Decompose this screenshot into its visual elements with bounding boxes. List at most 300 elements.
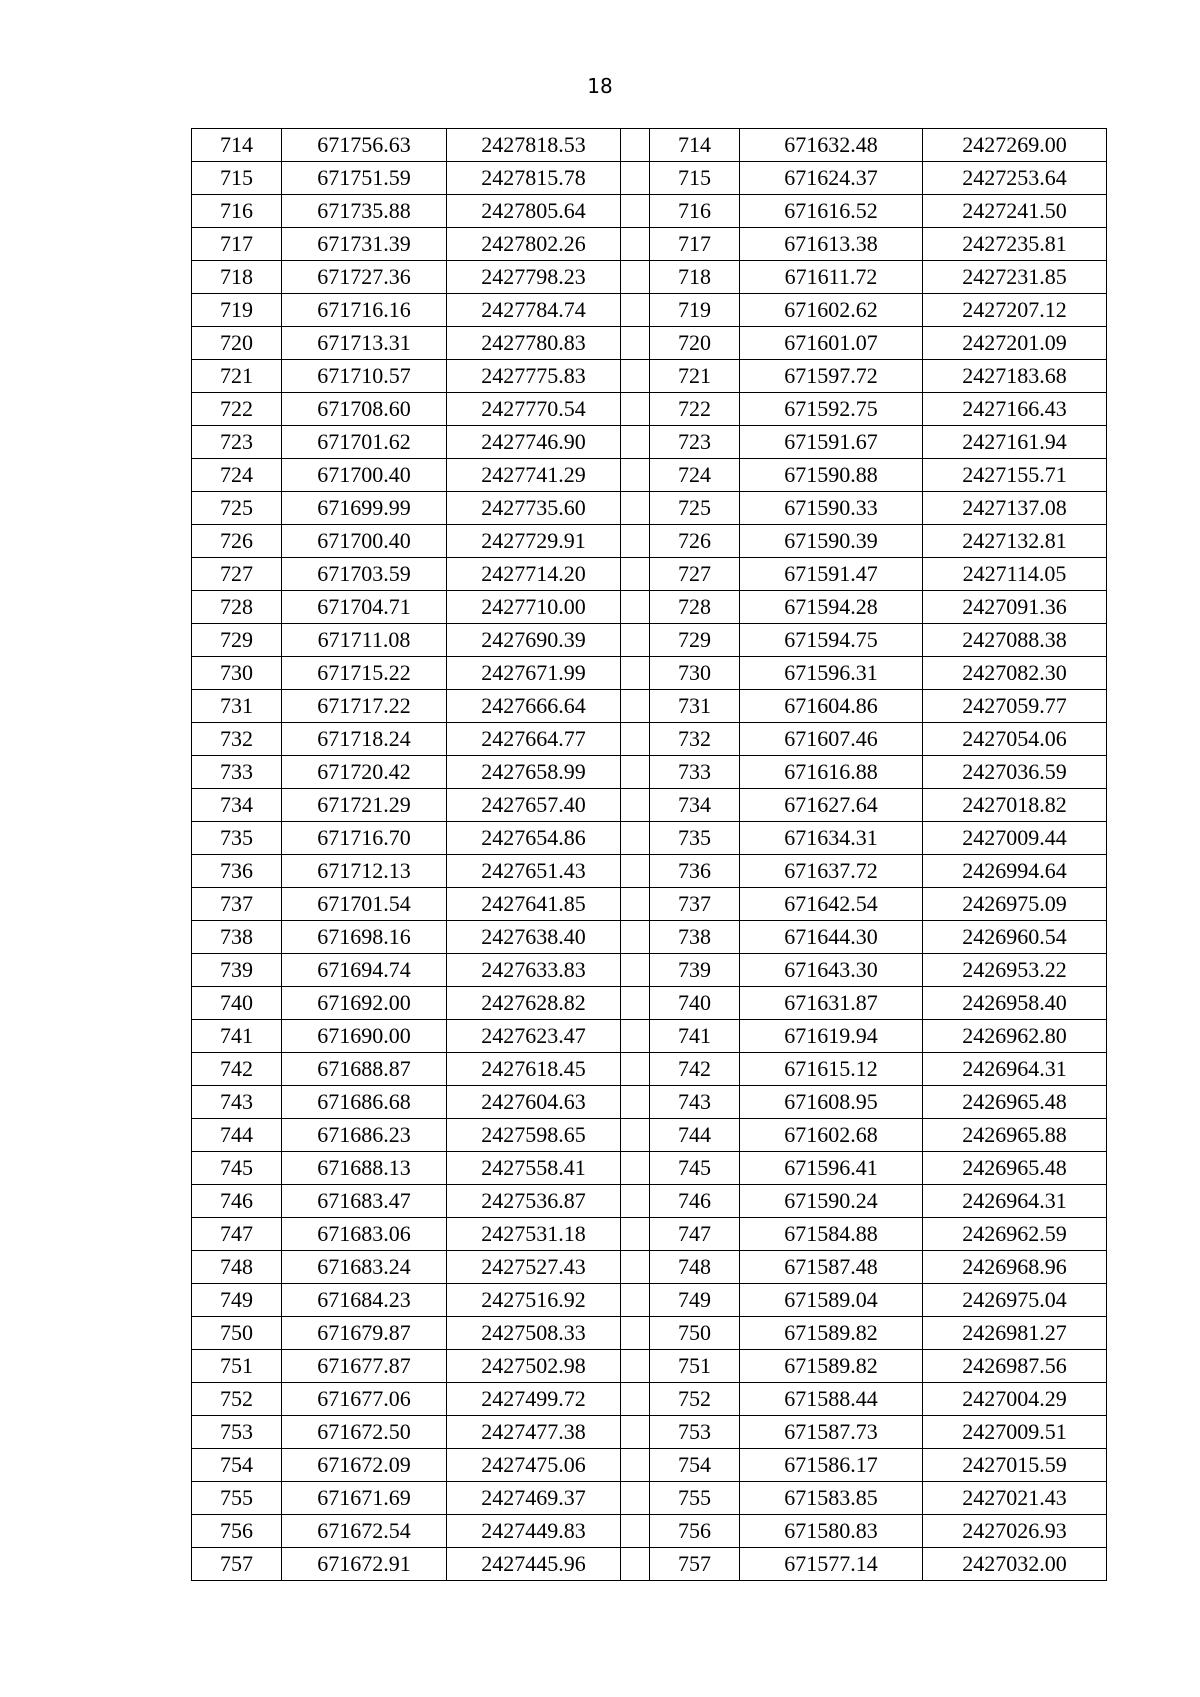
right-x-coordinate: 671643.30	[740, 954, 923, 987]
table-row	[192, 1086, 1107, 1119]
right-x-coordinate: 671590.39	[740, 525, 923, 558]
right-point-number: 741	[650, 1020, 740, 1053]
left-x-coordinate: 671718.24	[282, 723, 447, 756]
left-point-number: 742	[192, 1053, 282, 1086]
right-x-coordinate: 671591.67	[740, 426, 923, 459]
left-point-number: 714	[192, 129, 282, 162]
right-y-coordinate: 2427082.30	[923, 657, 1107, 690]
left-y-coordinate: 2427654.86	[447, 822, 621, 855]
table-row	[192, 1020, 1107, 1053]
right-x-coordinate: 671627.64	[740, 789, 923, 822]
right-point-number: 740	[650, 987, 740, 1020]
spacer-cell	[621, 1251, 650, 1284]
left-x-coordinate: 671700.40	[282, 459, 447, 492]
right-x-coordinate: 671611.72	[740, 261, 923, 294]
table-row	[192, 327, 1107, 360]
left-x-coordinate: 671686.23	[282, 1119, 447, 1152]
left-point-number: 755	[192, 1482, 282, 1515]
left-point-number: 748	[192, 1251, 282, 1284]
right-y-coordinate: 2426981.27	[923, 1317, 1107, 1350]
left-y-coordinate: 2427536.87	[447, 1185, 621, 1218]
right-x-coordinate: 671631.87	[740, 987, 923, 1020]
right-y-coordinate: 2427132.81	[923, 525, 1107, 558]
left-y-coordinate: 2427714.20	[447, 558, 621, 591]
right-point-number: 738	[650, 921, 740, 954]
left-x-coordinate: 671713.31	[282, 327, 447, 360]
left-y-coordinate: 2427802.26	[447, 228, 621, 261]
left-x-coordinate: 671677.87	[282, 1350, 447, 1383]
left-y-coordinate: 2427558.41	[447, 1152, 621, 1185]
left-point-number: 721	[192, 360, 282, 393]
left-y-coordinate: 2427658.99	[447, 756, 621, 789]
spacer-cell	[621, 1284, 650, 1317]
left-y-coordinate: 2427623.47	[447, 1020, 621, 1053]
spacer-cell	[621, 525, 650, 558]
right-x-coordinate: 671619.94	[740, 1020, 923, 1053]
left-point-number: 752	[192, 1383, 282, 1416]
spacer-cell	[621, 822, 650, 855]
left-x-coordinate: 671716.16	[282, 294, 447, 327]
table-row	[192, 492, 1107, 525]
right-x-coordinate: 671590.88	[740, 459, 923, 492]
right-y-coordinate: 2426964.31	[923, 1053, 1107, 1086]
right-x-coordinate: 671637.72	[740, 855, 923, 888]
spacer-cell	[621, 558, 650, 591]
table-row	[192, 1350, 1107, 1383]
left-x-coordinate: 671686.68	[282, 1086, 447, 1119]
right-y-coordinate: 2427088.38	[923, 624, 1107, 657]
left-y-coordinate: 2427638.40	[447, 921, 621, 954]
spacer-cell	[621, 1086, 650, 1119]
spacer-cell	[621, 162, 650, 195]
left-y-coordinate: 2427657.40	[447, 789, 621, 822]
right-point-number: 757	[650, 1548, 740, 1581]
right-point-number: 754	[650, 1449, 740, 1482]
left-y-coordinate: 2427633.83	[447, 954, 621, 987]
right-y-coordinate: 2427155.71	[923, 459, 1107, 492]
right-x-coordinate: 671644.30	[740, 921, 923, 954]
left-y-coordinate: 2427690.39	[447, 624, 621, 657]
left-x-coordinate: 671683.24	[282, 1251, 447, 1284]
spacer-cell	[621, 1119, 650, 1152]
left-y-coordinate: 2427784.74	[447, 294, 621, 327]
left-point-number: 733	[192, 756, 282, 789]
left-point-number: 730	[192, 657, 282, 690]
right-point-number: 739	[650, 954, 740, 987]
left-point-number: 747	[192, 1218, 282, 1251]
right-point-number: 714	[650, 129, 740, 162]
left-x-coordinate: 671721.29	[282, 789, 447, 822]
table-row	[192, 888, 1107, 921]
right-y-coordinate: 2427054.06	[923, 723, 1107, 756]
page-number: 18	[587, 74, 613, 98]
left-y-coordinate: 2427618.45	[447, 1053, 621, 1086]
right-x-coordinate: 671584.88	[740, 1218, 923, 1251]
right-point-number: 721	[650, 360, 740, 393]
left-x-coordinate: 671727.36	[282, 261, 447, 294]
left-x-coordinate: 671703.59	[282, 558, 447, 591]
right-x-coordinate: 671596.31	[740, 657, 923, 690]
right-x-coordinate: 671594.75	[740, 624, 923, 657]
table-row	[192, 756, 1107, 789]
right-x-coordinate: 671591.47	[740, 558, 923, 591]
table-row	[192, 426, 1107, 459]
left-y-coordinate: 2427641.85	[447, 888, 621, 921]
left-y-coordinate: 2427741.29	[447, 459, 621, 492]
right-point-number: 731	[650, 690, 740, 723]
right-x-coordinate: 671589.82	[740, 1350, 923, 1383]
right-x-coordinate: 671616.88	[740, 756, 923, 789]
right-point-number: 752	[650, 1383, 740, 1416]
left-y-coordinate: 2427475.06	[447, 1449, 621, 1482]
spacer-cell	[621, 1416, 650, 1449]
right-y-coordinate: 2427241.50	[923, 195, 1107, 228]
right-x-coordinate: 671634.31	[740, 822, 923, 855]
table-row	[192, 921, 1107, 954]
spacer-cell	[621, 228, 650, 261]
left-x-coordinate: 671701.54	[282, 888, 447, 921]
spacer-cell	[621, 1053, 650, 1086]
left-y-coordinate: 2427775.83	[447, 360, 621, 393]
left-point-number: 743	[192, 1086, 282, 1119]
left-point-number: 725	[192, 492, 282, 525]
right-x-coordinate: 671597.72	[740, 360, 923, 393]
table-row	[192, 1482, 1107, 1515]
left-x-coordinate: 671690.00	[282, 1020, 447, 1053]
right-y-coordinate: 2427235.81	[923, 228, 1107, 261]
right-point-number: 747	[650, 1218, 740, 1251]
left-x-coordinate: 671688.13	[282, 1152, 447, 1185]
right-y-coordinate: 2427269.00	[923, 129, 1107, 162]
left-x-coordinate: 671698.16	[282, 921, 447, 954]
left-x-coordinate: 671717.22	[282, 690, 447, 723]
left-x-coordinate: 671672.54	[282, 1515, 447, 1548]
right-y-coordinate: 2426975.04	[923, 1284, 1107, 1317]
spacer-cell	[621, 327, 650, 360]
spacer-cell	[621, 723, 650, 756]
spacer-cell	[621, 657, 650, 690]
spacer-cell	[621, 756, 650, 789]
left-point-number: 738	[192, 921, 282, 954]
right-point-number: 717	[650, 228, 740, 261]
right-x-coordinate: 671590.33	[740, 492, 923, 525]
left-y-coordinate: 2427508.33	[447, 1317, 621, 1350]
table-row	[192, 855, 1107, 888]
spacer-cell	[621, 954, 650, 987]
left-point-number: 746	[192, 1185, 282, 1218]
right-point-number: 725	[650, 492, 740, 525]
right-x-coordinate: 671594.28	[740, 591, 923, 624]
right-x-coordinate: 671577.14	[740, 1548, 923, 1581]
table-row	[192, 690, 1107, 723]
right-x-coordinate: 671596.41	[740, 1152, 923, 1185]
table-row	[192, 1317, 1107, 1350]
right-y-coordinate: 2427201.09	[923, 327, 1107, 360]
table-row	[192, 1383, 1107, 1416]
right-x-coordinate: 671580.83	[740, 1515, 923, 1548]
spacer-cell	[621, 393, 650, 426]
left-x-coordinate: 671683.06	[282, 1218, 447, 1251]
left-point-number: 753	[192, 1416, 282, 1449]
left-point-number: 716	[192, 195, 282, 228]
left-x-coordinate: 671671.69	[282, 1482, 447, 1515]
coordinate-table-body	[192, 129, 1107, 1581]
left-point-number: 737	[192, 888, 282, 921]
table-row	[192, 558, 1107, 591]
table-row	[192, 1152, 1107, 1185]
table-row	[192, 1515, 1107, 1548]
right-y-coordinate: 2426994.64	[923, 855, 1107, 888]
right-x-coordinate: 671583.85	[740, 1482, 923, 1515]
right-y-coordinate: 2427253.64	[923, 162, 1107, 195]
spacer-cell	[621, 1482, 650, 1515]
left-y-coordinate: 2427469.37	[447, 1482, 621, 1515]
spacer-cell	[621, 492, 650, 525]
right-x-coordinate: 671604.86	[740, 690, 923, 723]
left-x-coordinate: 671699.99	[282, 492, 447, 525]
left-point-number: 715	[192, 162, 282, 195]
table-row	[192, 789, 1107, 822]
left-x-coordinate: 671756.63	[282, 129, 447, 162]
right-y-coordinate: 2426960.54	[923, 921, 1107, 954]
left-y-coordinate: 2427770.54	[447, 393, 621, 426]
right-point-number: 728	[650, 591, 740, 624]
spacer-cell	[621, 921, 650, 954]
spacer-cell	[621, 591, 650, 624]
left-y-coordinate: 2427798.23	[447, 261, 621, 294]
right-y-coordinate: 2426958.40	[923, 987, 1107, 1020]
left-y-coordinate: 2427671.99	[447, 657, 621, 690]
left-point-number: 724	[192, 459, 282, 492]
right-point-number: 750	[650, 1317, 740, 1350]
left-point-number: 741	[192, 1020, 282, 1053]
spacer-cell	[621, 1152, 650, 1185]
right-point-number: 729	[650, 624, 740, 657]
right-point-number: 751	[650, 1350, 740, 1383]
left-x-coordinate: 671684.23	[282, 1284, 447, 1317]
left-x-coordinate: 671672.91	[282, 1548, 447, 1581]
right-y-coordinate: 2426953.22	[923, 954, 1107, 987]
right-y-coordinate: 2426968.96	[923, 1251, 1107, 1284]
left-x-coordinate: 671683.47	[282, 1185, 447, 1218]
left-y-coordinate: 2427815.78	[447, 162, 621, 195]
left-y-coordinate: 2427805.64	[447, 195, 621, 228]
left-y-coordinate: 2427604.63	[447, 1086, 621, 1119]
spacer-cell	[621, 1515, 650, 1548]
right-y-coordinate: 2427231.85	[923, 261, 1107, 294]
right-y-coordinate: 2426965.48	[923, 1152, 1107, 1185]
spacer-cell	[621, 129, 650, 162]
table-row	[192, 294, 1107, 327]
spacer-cell	[621, 1185, 650, 1218]
left-y-coordinate: 2427664.77	[447, 723, 621, 756]
spacer-cell	[621, 987, 650, 1020]
table-row	[192, 1284, 1107, 1317]
left-point-number: 728	[192, 591, 282, 624]
left-y-coordinate: 2427729.91	[447, 525, 621, 558]
right-y-coordinate: 2427161.94	[923, 426, 1107, 459]
spacer-cell	[621, 1218, 650, 1251]
right-x-coordinate: 671602.62	[740, 294, 923, 327]
left-point-number: 754	[192, 1449, 282, 1482]
left-x-coordinate: 671720.42	[282, 756, 447, 789]
right-point-number: 749	[650, 1284, 740, 1317]
table-row	[192, 987, 1107, 1020]
right-point-number: 743	[650, 1086, 740, 1119]
left-point-number: 736	[192, 855, 282, 888]
left-x-coordinate: 671688.87	[282, 1053, 447, 1086]
spacer-cell	[621, 360, 650, 393]
left-x-coordinate: 671711.08	[282, 624, 447, 657]
spacer-cell	[621, 888, 650, 921]
table-row	[192, 624, 1107, 657]
left-x-coordinate: 671751.59	[282, 162, 447, 195]
right-point-number: 722	[650, 393, 740, 426]
spacer-cell	[621, 1383, 650, 1416]
left-x-coordinate: 671679.87	[282, 1317, 447, 1350]
left-y-coordinate: 2427598.65	[447, 1119, 621, 1152]
left-point-number: 726	[192, 525, 282, 558]
right-x-coordinate: 671589.04	[740, 1284, 923, 1317]
spacer-cell	[621, 690, 650, 723]
left-y-coordinate: 2427516.92	[447, 1284, 621, 1317]
left-x-coordinate: 671735.88	[282, 195, 447, 228]
left-y-coordinate: 2427651.43	[447, 855, 621, 888]
right-y-coordinate: 2426965.88	[923, 1119, 1107, 1152]
left-x-coordinate: 671704.71	[282, 591, 447, 624]
right-point-number: 746	[650, 1185, 740, 1218]
right-x-coordinate: 671587.48	[740, 1251, 923, 1284]
right-point-number: 735	[650, 822, 740, 855]
left-y-coordinate: 2427710.00	[447, 591, 621, 624]
right-x-coordinate: 671589.82	[740, 1317, 923, 1350]
right-y-coordinate: 2426987.56	[923, 1350, 1107, 1383]
left-x-coordinate: 671708.60	[282, 393, 447, 426]
left-point-number: 750	[192, 1317, 282, 1350]
right-y-coordinate: 2427183.68	[923, 360, 1107, 393]
right-y-coordinate: 2426975.09	[923, 888, 1107, 921]
table-row	[192, 525, 1107, 558]
table-row	[192, 261, 1107, 294]
left-x-coordinate: 671701.62	[282, 426, 447, 459]
left-y-coordinate: 2427666.64	[447, 690, 621, 723]
right-point-number: 755	[650, 1482, 740, 1515]
left-x-coordinate: 671712.13	[282, 855, 447, 888]
left-y-coordinate: 2427477.38	[447, 1416, 621, 1449]
left-point-number: 722	[192, 393, 282, 426]
right-x-coordinate: 671632.48	[740, 129, 923, 162]
right-y-coordinate: 2427015.59	[923, 1449, 1107, 1482]
left-point-number: 740	[192, 987, 282, 1020]
right-point-number: 744	[650, 1119, 740, 1152]
table-row	[192, 954, 1107, 987]
right-point-number: 719	[650, 294, 740, 327]
left-point-number: 723	[192, 426, 282, 459]
right-point-number: 724	[650, 459, 740, 492]
left-point-number: 718	[192, 261, 282, 294]
spacer-cell	[621, 1449, 650, 1482]
left-x-coordinate: 671677.06	[282, 1383, 447, 1416]
left-point-number: 734	[192, 789, 282, 822]
left-y-coordinate: 2427746.90	[447, 426, 621, 459]
left-y-coordinate: 2427502.98	[447, 1350, 621, 1383]
table-row	[192, 591, 1107, 624]
left-point-number: 732	[192, 723, 282, 756]
right-y-coordinate: 2427009.51	[923, 1416, 1107, 1449]
right-point-number: 756	[650, 1515, 740, 1548]
right-x-coordinate: 671624.37	[740, 162, 923, 195]
right-point-number: 723	[650, 426, 740, 459]
right-point-number: 753	[650, 1416, 740, 1449]
right-x-coordinate: 671642.54	[740, 888, 923, 921]
table-row	[192, 723, 1107, 756]
left-point-number: 745	[192, 1152, 282, 1185]
right-x-coordinate: 671613.38	[740, 228, 923, 261]
spacer-cell	[621, 1317, 650, 1350]
left-y-coordinate: 2427527.43	[447, 1251, 621, 1284]
spacer-cell	[621, 426, 650, 459]
right-y-coordinate: 2427059.77	[923, 690, 1107, 723]
table-row	[192, 393, 1107, 426]
table-row	[192, 1218, 1107, 1251]
spacer-cell	[621, 261, 650, 294]
left-point-number: 756	[192, 1515, 282, 1548]
left-point-number: 751	[192, 1350, 282, 1383]
spacer-cell	[621, 789, 650, 822]
right-y-coordinate: 2427021.43	[923, 1482, 1107, 1515]
right-point-number: 733	[650, 756, 740, 789]
left-point-number: 717	[192, 228, 282, 261]
right-y-coordinate: 2427009.44	[923, 822, 1107, 855]
table-row	[192, 195, 1107, 228]
left-point-number: 739	[192, 954, 282, 987]
table-row	[192, 1416, 1107, 1449]
coordinate-table	[191, 128, 1107, 1581]
right-x-coordinate: 671608.95	[740, 1086, 923, 1119]
left-x-coordinate: 671700.40	[282, 525, 447, 558]
right-point-number: 742	[650, 1053, 740, 1086]
table-row	[192, 822, 1107, 855]
left-x-coordinate: 671715.22	[282, 657, 447, 690]
right-point-number: 716	[650, 195, 740, 228]
left-y-coordinate: 2427445.96	[447, 1548, 621, 1581]
right-y-coordinate: 2427207.12	[923, 294, 1107, 327]
right-x-coordinate: 671616.52	[740, 195, 923, 228]
left-point-number: 749	[192, 1284, 282, 1317]
right-point-number: 736	[650, 855, 740, 888]
spacer-cell	[621, 1350, 650, 1383]
table-row	[192, 1053, 1107, 1086]
left-x-coordinate: 671731.39	[282, 228, 447, 261]
spacer-cell	[621, 1548, 650, 1581]
table-row	[192, 657, 1107, 690]
table-row	[192, 1449, 1107, 1482]
right-x-coordinate: 671587.73	[740, 1416, 923, 1449]
left-y-coordinate: 2427735.60	[447, 492, 621, 525]
right-x-coordinate: 671602.68	[740, 1119, 923, 1152]
left-point-number: 744	[192, 1119, 282, 1152]
left-x-coordinate: 671694.74	[282, 954, 447, 987]
table-row	[192, 1251, 1107, 1284]
right-x-coordinate: 671607.46	[740, 723, 923, 756]
left-point-number: 727	[192, 558, 282, 591]
right-x-coordinate: 671590.24	[740, 1185, 923, 1218]
right-point-number: 720	[650, 327, 740, 360]
right-x-coordinate: 671588.44	[740, 1383, 923, 1416]
spacer-cell	[621, 624, 650, 657]
right-y-coordinate: 2427036.59	[923, 756, 1107, 789]
right-point-number: 727	[650, 558, 740, 591]
